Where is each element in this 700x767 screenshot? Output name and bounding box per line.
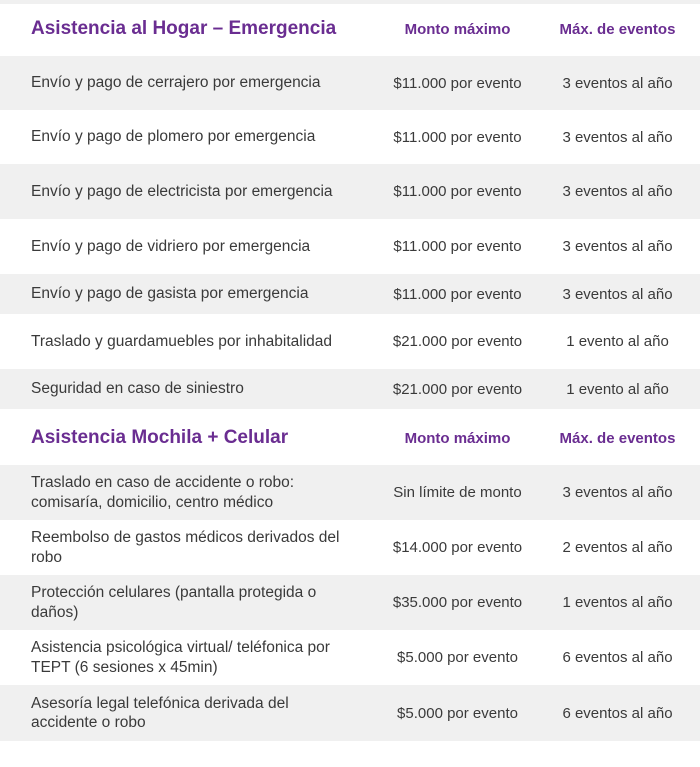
- column-header-eventos: Máx. de eventos: [559, 429, 676, 447]
- max-events: 3 eventos al año: [562, 128, 673, 146]
- table-row: [0, 274, 700, 314]
- section-header-mochila: [0, 412, 700, 464]
- max-events: 6 eventos al año: [562, 649, 673, 666]
- service-name: Protección celulares (pantalla protegida o daños): [31, 584, 317, 621]
- max-amount: Sin límite de monto: [393, 484, 522, 501]
- max-amount: $11.000 por evento: [393, 285, 522, 303]
- max-events: 3 eventos al año: [562, 183, 673, 200]
- max-amount: $21.000 por evento: [392, 333, 523, 350]
- max-events: 3 eventos al año: [562, 285, 673, 303]
- table-row: [0, 56, 700, 110]
- service-name: Envío y pago de plomero por emergencia: [31, 128, 316, 146]
- service-name: Seguridad en caso de siniestro: [31, 380, 244, 398]
- table-row: [0, 630, 700, 685]
- max-amount: $11.000 por evento: [393, 128, 522, 146]
- service-name: Traslado en caso de accidente o robo: comisaría, domicilio, centro médico: [31, 474, 295, 511]
- max-amount: $5.000 por evento: [397, 649, 518, 666]
- table-row: [0, 575, 700, 630]
- max-events: 3 eventos al año: [562, 484, 673, 501]
- table-row: [0, 314, 700, 369]
- service-name: Traslado y guardamuebles por inhabitalidad: [31, 332, 333, 350]
- max-amount: $21.000 por evento: [392, 380, 523, 398]
- max-amount: $35.000 por evento: [392, 594, 523, 611]
- max-events: 1 evento al año: [566, 380, 669, 398]
- service-name: Asesoría legal telefónica derivada del accidente o robo: [31, 694, 289, 731]
- table-row: [0, 219, 700, 274]
- table-row: [0, 465, 700, 520]
- section-title: Asistencia al Hogar – Emergencia: [31, 18, 337, 39]
- service-name: Reembolso de gastos médicos derivados del robo: [31, 529, 340, 566]
- section-header-hogar: [0, 4, 700, 54]
- max-events: 6 eventos al año: [562, 704, 673, 722]
- table-row: [0, 164, 700, 219]
- max-events: 3 eventos al año: [562, 238, 673, 255]
- service-name: Asistencia psicológica virtual/ teléfonica por TEPT (6 sesiones x 45min): [31, 639, 330, 676]
- max-events: 1 eventos al año: [562, 594, 673, 611]
- service-name: Envío y pago de gasista por emergencia: [31, 285, 309, 303]
- max-amount: $14.000 por evento: [392, 539, 523, 556]
- max-events: 1 evento al año: [566, 333, 669, 350]
- column-header-eventos: Máx. de eventos: [559, 20, 676, 38]
- service-name: Envío y pago de vidriero por emergencia: [31, 237, 311, 255]
- max-events: 2 eventos al año: [562, 539, 673, 556]
- table-row: [0, 685, 700, 741]
- service-name: Envío y pago de electricista por emergencia: [31, 182, 333, 200]
- column-header-monto: Monto máximo: [404, 429, 511, 447]
- section-title: Asistencia Mochila + Celular: [31, 427, 289, 448]
- max-events: 3 eventos al año: [562, 74, 673, 92]
- max-amount: $11.000 por evento: [393, 74, 522, 92]
- max-amount: $5.000 por evento: [397, 704, 518, 722]
- max-amount: $11.000 por evento: [393, 238, 522, 255]
- table-row: [0, 369, 700, 409]
- table-row: [0, 110, 700, 164]
- column-header-monto: Monto máximo: [404, 20, 511, 38]
- service-name: Envío y pago de cerrajero por emergencia: [31, 74, 321, 92]
- table-row: [0, 520, 700, 575]
- max-amount: $11.000 por evento: [393, 183, 522, 200]
